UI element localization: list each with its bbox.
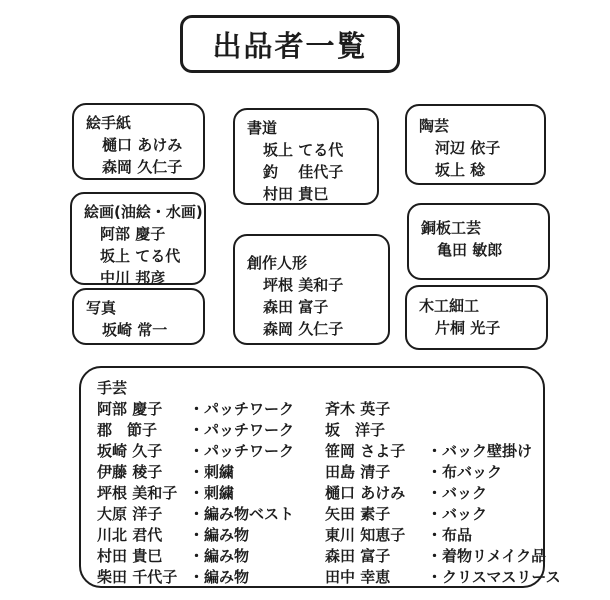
page-title: 出品者一覧 <box>212 28 368 63</box>
member-item: ・着物リメイク品 <box>427 547 547 565</box>
page-title-box <box>180 15 400 73</box>
handicraft-row <box>325 546 561 567</box>
category-box-woodwork <box>405 285 548 350</box>
category-box-painting <box>70 192 206 285</box>
member-name: 柴田 千代子 <box>97 568 178 586</box>
handicraft-row <box>97 546 325 567</box>
member-name: 坂上 てる代 <box>100 247 181 265</box>
member-name: 樋口 あけみ <box>325 484 406 502</box>
category-box-handicraft <box>79 366 561 588</box>
member-name: 釣 佳代子 <box>263 163 344 181</box>
handicraft-row <box>325 420 561 441</box>
member-name: 坂崎 常一 <box>102 321 168 339</box>
member-name: 郡 節子 <box>97 421 158 439</box>
member-name: 村田 貴巳 <box>263 185 329 203</box>
category-box-etegami <box>72 103 205 180</box>
member-name: 樋口 あけみ <box>102 136 183 154</box>
category-label: 陶芸 <box>419 117 450 135</box>
handicraft-row <box>97 504 325 525</box>
handicraft-row <box>97 399 325 420</box>
category-label: 手芸 <box>97 379 128 397</box>
handicraft-row <box>325 483 561 504</box>
member-item: ・バック <box>427 505 488 523</box>
category-label: 写真 <box>86 299 117 317</box>
category-box-creative-dolls <box>233 234 390 345</box>
member-name: 森岡 久仁子 <box>102 158 183 176</box>
handicraft-row <box>97 525 325 546</box>
member-name: 亀田 敏郎 <box>437 241 503 259</box>
category-label: 木工細工 <box>419 297 480 315</box>
handicraft-row <box>97 420 325 441</box>
category-box-copper-craft <box>407 203 550 280</box>
handicraft-row <box>97 441 325 462</box>
member-name: 矢田 素子 <box>325 505 391 523</box>
member-item: ・バック <box>427 484 488 502</box>
handicraft-row <box>325 525 561 546</box>
handicraft-row <box>97 567 325 588</box>
handicraft-row <box>325 462 561 483</box>
handicraft-row <box>325 399 561 420</box>
member-name: 田島 清子 <box>325 463 391 481</box>
category-box-photography <box>72 288 205 345</box>
member-name: 笹岡 さよ子 <box>325 442 406 460</box>
category-label: 絵手紙 <box>86 114 132 132</box>
member-item: ・布バック <box>427 463 503 481</box>
handicraft-columns <box>97 399 561 588</box>
category-label: 銅板工芸 <box>421 219 482 237</box>
member-name: 森岡 久仁子 <box>263 320 344 338</box>
category-box-ceramics <box>405 104 546 185</box>
member-name: 伊藤 稜子 <box>97 463 163 481</box>
member-name: 東川 知恵子 <box>325 526 406 544</box>
handicraft-left-column <box>97 399 325 588</box>
member-item: ・布品 <box>427 526 473 544</box>
member-name: 坂上 稔 <box>435 161 486 179</box>
category-label: 絵画(油絵・水画) <box>84 203 203 221</box>
handicraft-right-column <box>325 399 561 588</box>
member-name: 坂崎 久子 <box>97 442 163 460</box>
handicraft-row <box>325 567 561 588</box>
member-item: ・バック壁掛け <box>427 442 533 460</box>
handicraft-row <box>325 504 561 525</box>
handicraft-row <box>325 441 561 462</box>
member-item: ・刺繍 <box>189 484 235 502</box>
member-name: 片桐 光子 <box>435 319 501 337</box>
member-item: ・クリスマスリース <box>427 568 561 586</box>
category-box-calligraphy <box>233 108 379 205</box>
category-label: 書道 <box>247 119 278 137</box>
member-name: 河辺 依子 <box>435 139 501 157</box>
member-name: 阿部 慶子 <box>100 225 166 243</box>
member-item: ・編み物ベスト <box>189 505 295 523</box>
member-name: 斉木 英子 <box>325 400 391 418</box>
member-name: 川北 君代 <box>97 526 163 544</box>
member-name: 森田 富子 <box>263 298 329 316</box>
member-item: ・刺繍 <box>189 463 235 481</box>
member-item: ・編み物 <box>189 568 250 586</box>
handicraft-row <box>97 462 325 483</box>
member-item: ・パッチワーク <box>189 421 295 439</box>
member-name: 田中 幸恵 <box>325 568 391 586</box>
member-name: 坪根 美和子 <box>97 484 178 502</box>
member-item: ・編み物 <box>189 526 250 544</box>
member-item: ・パッチワーク <box>189 400 295 418</box>
member-name: 森田 富子 <box>325 547 391 565</box>
member-name: 大原 洋子 <box>97 505 163 523</box>
member-item: ・編み物 <box>189 547 250 565</box>
member-name: 中川 邦彦 <box>100 269 166 287</box>
member-name: 坂上 てる代 <box>263 141 344 159</box>
member-item: ・パッチワーク <box>189 442 295 460</box>
member-name: 阿部 慶子 <box>97 400 163 418</box>
member-name: 坪根 美和子 <box>263 276 344 294</box>
member-name: 村田 貴巳 <box>97 547 163 565</box>
member-name: 坂 洋子 <box>325 421 386 439</box>
handicraft-row <box>97 483 325 504</box>
category-label: 創作人形 <box>247 254 308 272</box>
